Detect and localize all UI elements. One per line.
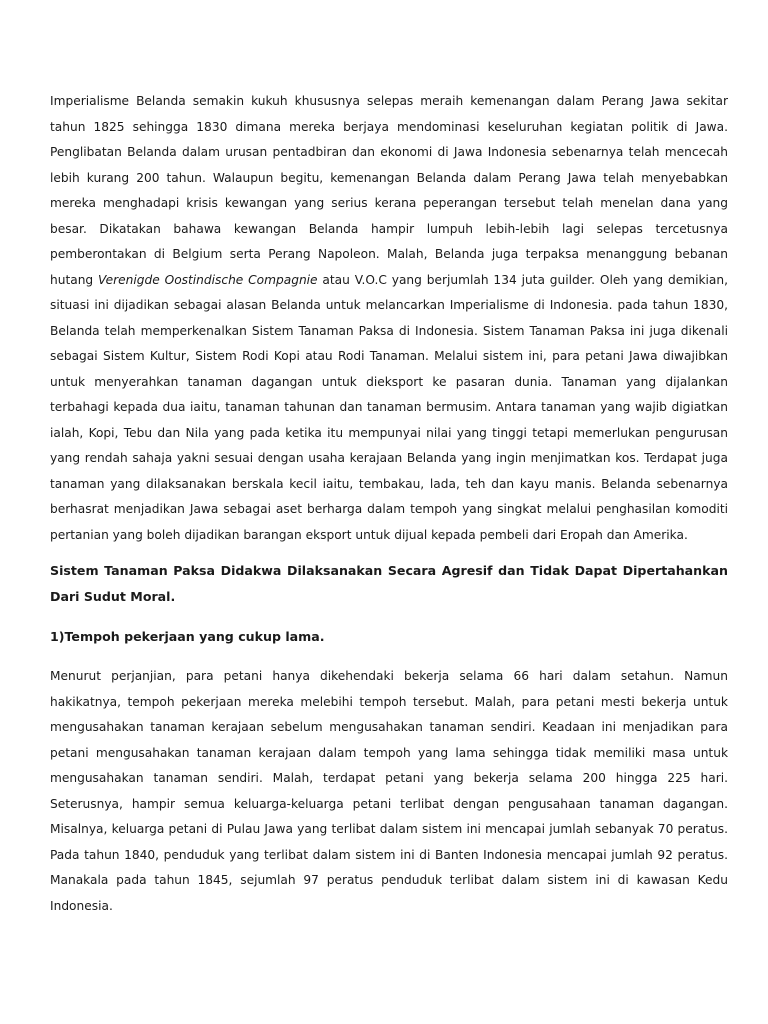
subheading: 1)Tempoh pekerjaan yang cukup lama. <box>50 629 325 644</box>
document-page <box>50 89 728 919</box>
section-heading: Sistem Tanaman Paksa Didakwa Dilaksanakan Secara Agresif dan Tidak Dapat Dipertahankan Dari Sudut Moral. <box>50 563 728 604</box>
intro-paragraph <box>50 89 728 548</box>
voc-italic-name: Verenigde Oostindische Compagnie <box>98 272 318 287</box>
intro-text-before-italic: Imperialisme Belanda semakin kukuh khususnya selepas meraih kemenangan dalam Perang Jawa sekitar tahun 1825 sehingga 1830 dimana mereka berjaya mendominasi keseluruhan kegiatan politik di Jawa. Penglibatan Belanda dalam urusan pentadbiran dan ekonomi di Jawa Indonesia sebenarnya telah mencecah lebih kurang 200 tahun. Walaupun begitu, kemenangan Belanda dalam Perang Jawa telah menyebabkan mereka menghadapi krisis kewangan yang serius kerana peperangan tersebut telah menelan dana yang besar. Dikatakan bahawa kewangan Belanda hampir lumpuh lebih-lebih lagi selepas tercetusnya pemberontakan di Belgium serta Perang Napoleon. Malah, Belanda juga terpaksa menanggung bebanan hutang <box>50 94 728 287</box>
body-paragraph: Menurut perjanjian, para petani hanya dikehendaki bekerja selama 66 hari dalam setahun. Namun hakikatnya, tempoh pekerjaan mereka melebihi tempoh tersebut. Malah, para petani mesti bekerja untuk mengusahakan tanaman kerajaan sebelum mengusahakan tanaman sendiri. Keadaan ini menjadikan para petani mengusahakan tanaman kerajaan dalam tempoh yang lama sehingga tidak memiliki masa untuk mengusahakan tanaman sendiri. Malah, terdapat petani yang bekerja selama 200 hingga 225 hari. Seterusnya, hampir semua keluarga-keluarga petani terlibat dengan pengusahaan tanaman dagangan. Misalnya, keluarga petani di Pulau Jawa yang terlibat dalam sistem ini mencapai jumlah sebanyak 70 peratus. Pada tahun 1840, penduduk yang terlibat dalam sistem ini di Banten Indonesia mencapai jumlah 92 peratus. Manakala pada tahun 1845, sejumlah 97 peratus penduduk terlibat dalam sistem ini di kawasan Kedu Indonesia. <box>50 669 728 913</box>
intro-text-after-italic: atau V.O.C yang berjumlah 134 juta guilder. Oleh yang demikian, situasi ini dijadikan sebagai alasan Belanda untuk melancarkan Imperialisme di Indonesia. pada tahun 1830, Belanda telah memperkenalkan Sistem Tanaman Paksa di Indonesia. Sistem Tanaman Paksa ini juga dikenali sebagai Sistem Kultur, Sistem Rodi Kopi atau Rodi Tanaman. Melalui sistem ini, para petani Jawa diwajibkan untuk menyerahkan tanaman dagangan untuk dieksport ke pasaran dunia. Tanaman yang dijalankan terbahagi kepada dua iaitu, tanaman tahunan dan tanaman bermusim. Antara tanaman yang wajib digiatkan ialah, Kopi, Tebu dan Nila yang pada ketika itu mempunyai nilai yang tinggi tetapi memerlukan pengurusan yang rendah sahaja yakni sesuai dengan usaha kerajaan Belanda yang ingin menjimatkan kos. Terdapat juga tanaman yang dilaksanakan berskala kecil iaitu, tembakau, lada, teh dan kayu manis. Belanda sebenarnya berhasrat menjadikan Jawa sebagai aset berharga dalam tempoh yang singkat melalui penghasilan komoditi pertanian yang boleh dijadikan barangan eksport untuk dijual kepada pembeli dari Eropah dan Amerika. <box>50 272 728 542</box>
